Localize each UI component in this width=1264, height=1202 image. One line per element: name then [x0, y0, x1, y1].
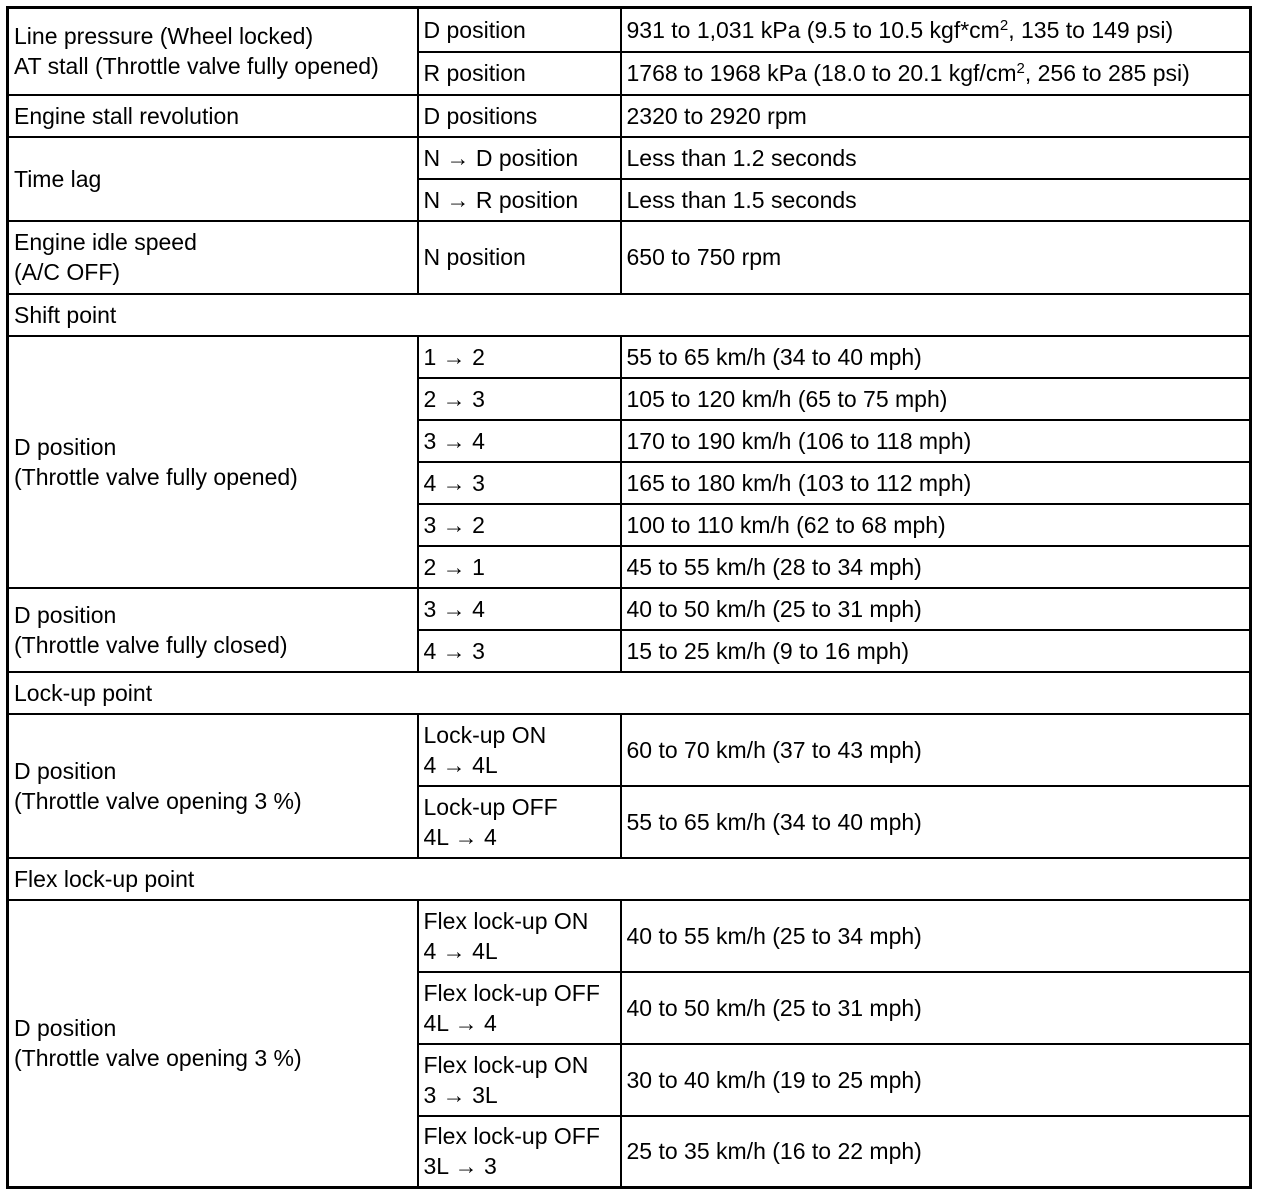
table-row	[8, 336, 1251, 378]
row-label-line: (Throttle valve opening 3 %)	[14, 1045, 302, 1072]
value-cell: 40 to 50 km/h (25 to 31 mph)	[621, 972, 1251, 1044]
shift-name: Flex lock-up ON	[423, 1051, 589, 1078]
value-cell	[621, 52, 1251, 95]
shift-cell: 3 → 4	[418, 588, 621, 630]
value-superscript: 2	[1016, 60, 1025, 77]
row-label: Engine stall revolution	[8, 95, 418, 137]
row-label-line: (Throttle valve fully closed)	[14, 631, 288, 658]
value-cell: 40 to 55 km/h (25 to 34 mph)	[621, 900, 1251, 972]
shift-direction: 4L → 4	[423, 1009, 497, 1036]
table-row	[8, 714, 1251, 786]
section-header-row	[8, 858, 1251, 900]
table-row	[8, 95, 1251, 137]
specification-table	[6, 6, 1252, 1189]
section-header: Shift point	[8, 294, 1251, 336]
position-cell: D positions	[418, 95, 621, 137]
shift-direction: 4 → 4L	[423, 937, 498, 964]
section-header-row	[8, 294, 1251, 336]
section-header: Lock-up point	[8, 672, 1251, 714]
shift-cell: 2 → 1	[418, 546, 621, 588]
row-label-line: D position	[14, 601, 117, 628]
shift-cell: 4 → 3	[418, 630, 621, 672]
shift-cell: 4 → 3	[418, 462, 621, 504]
shift-direction: 4L → 4	[423, 823, 497, 850]
shift-cell	[418, 1044, 621, 1116]
shift-cell: 3 → 4	[418, 420, 621, 462]
shift-cell: 2 → 3	[418, 378, 621, 420]
value-cell: 60 to 70 km/h (37 to 43 mph)	[621, 714, 1251, 786]
value-cell: 55 to 65 km/h (34 to 40 mph)	[621, 786, 1251, 858]
row-label-line: (Throttle valve opening 3 %)	[14, 787, 302, 814]
shift-cell	[418, 900, 621, 972]
value-cell: 40 to 50 km/h (25 to 31 mph)	[621, 588, 1251, 630]
value-text: , 135 to 149 psi)	[1008, 16, 1174, 43]
shift-name: Lock-up ON	[423, 721, 547, 748]
shift-cell	[418, 714, 621, 786]
value-text: , 256 to 285 psi)	[1024, 60, 1190, 86]
shift-direction: 4 → 4L	[423, 751, 498, 778]
row-label-line: D position	[14, 757, 117, 784]
row-label-line: (A/C OFF)	[14, 259, 121, 285]
position-cell: N → R position	[418, 179, 621, 221]
value-superscript: 2	[999, 16, 1009, 34]
row-label-line: Line pressure (Wheel locked)	[14, 23, 314, 50]
row-label	[8, 336, 418, 588]
value-text: 1768 to 1968 kPa (18.0 to 20.1 kgf/cm	[626, 60, 1017, 86]
value-cell: 170 to 190 km/h (106 to 118 mph)	[621, 420, 1251, 462]
position-cell: R position	[418, 52, 621, 95]
value-cell	[621, 8, 1251, 52]
value-cell: 15 to 25 km/h (9 to 16 mph)	[621, 630, 1251, 672]
value-cell: Less than 1.5 seconds	[621, 179, 1251, 221]
value-cell: Less than 1.2 seconds	[621, 137, 1251, 179]
value-cell: 650 to 750 rpm	[621, 221, 1251, 294]
value-cell: 25 to 35 km/h (16 to 22 mph)	[621, 1116, 1251, 1188]
row-label-line: (Throttle valve fully opened)	[14, 463, 298, 490]
value-cell: 45 to 55 km/h (28 to 34 mph)	[621, 546, 1251, 588]
value-cell: 105 to 120 km/h (65 to 75 mph)	[621, 378, 1251, 420]
shift-name: Flex lock-up OFF	[423, 979, 600, 1006]
shift-direction: 3 → 3L	[423, 1081, 498, 1108]
row-label-line: AT stall (Throttle valve fully opened)	[14, 53, 379, 80]
position-cell: N → D position	[418, 137, 621, 179]
shift-direction: 3L → 3	[423, 1153, 497, 1180]
value-cell: 165 to 180 km/h (103 to 112 mph)	[621, 462, 1251, 504]
shift-cell	[418, 972, 621, 1044]
row-label	[8, 900, 418, 1188]
row-label	[8, 588, 418, 672]
table-row	[8, 221, 1251, 294]
value-cell: 55 to 65 km/h (34 to 40 mph)	[621, 336, 1251, 378]
section-header-row	[8, 672, 1251, 714]
value-cell: 30 to 40 km/h (19 to 25 mph)	[621, 1044, 1251, 1116]
row-label	[8, 8, 418, 95]
value-text: 931 to 1,031 kPa (9.5 to 10.5 kgf*cm	[626, 16, 1000, 43]
row-label	[8, 714, 418, 858]
row-label: Time lag	[8, 137, 418, 221]
shift-name: Lock-up OFF	[423, 793, 558, 820]
row-label	[8, 221, 418, 294]
row-label-line: D position	[14, 433, 117, 460]
row-label-line: D position	[14, 1015, 117, 1042]
table-row	[8, 8, 1251, 52]
section-header: Flex lock-up point	[8, 858, 1251, 900]
shift-cell: 1 → 2	[418, 336, 621, 378]
table-row	[8, 900, 1251, 972]
shift-cell: 3 → 2	[418, 504, 621, 546]
shift-cell	[418, 1116, 621, 1188]
shift-name: Flex lock-up OFF	[423, 1123, 600, 1150]
shift-name: Flex lock-up ON	[423, 907, 589, 934]
value-cell: 100 to 110 km/h (62 to 68 mph)	[621, 504, 1251, 546]
position-cell: N position	[418, 221, 621, 294]
table-row	[8, 137, 1251, 179]
position-cell: D position	[418, 8, 621, 52]
shift-cell	[418, 786, 621, 858]
row-label-line: Engine idle speed	[14, 229, 197, 255]
value-cell: 2320 to 2920 rpm	[621, 95, 1251, 137]
table-row	[8, 588, 1251, 630]
